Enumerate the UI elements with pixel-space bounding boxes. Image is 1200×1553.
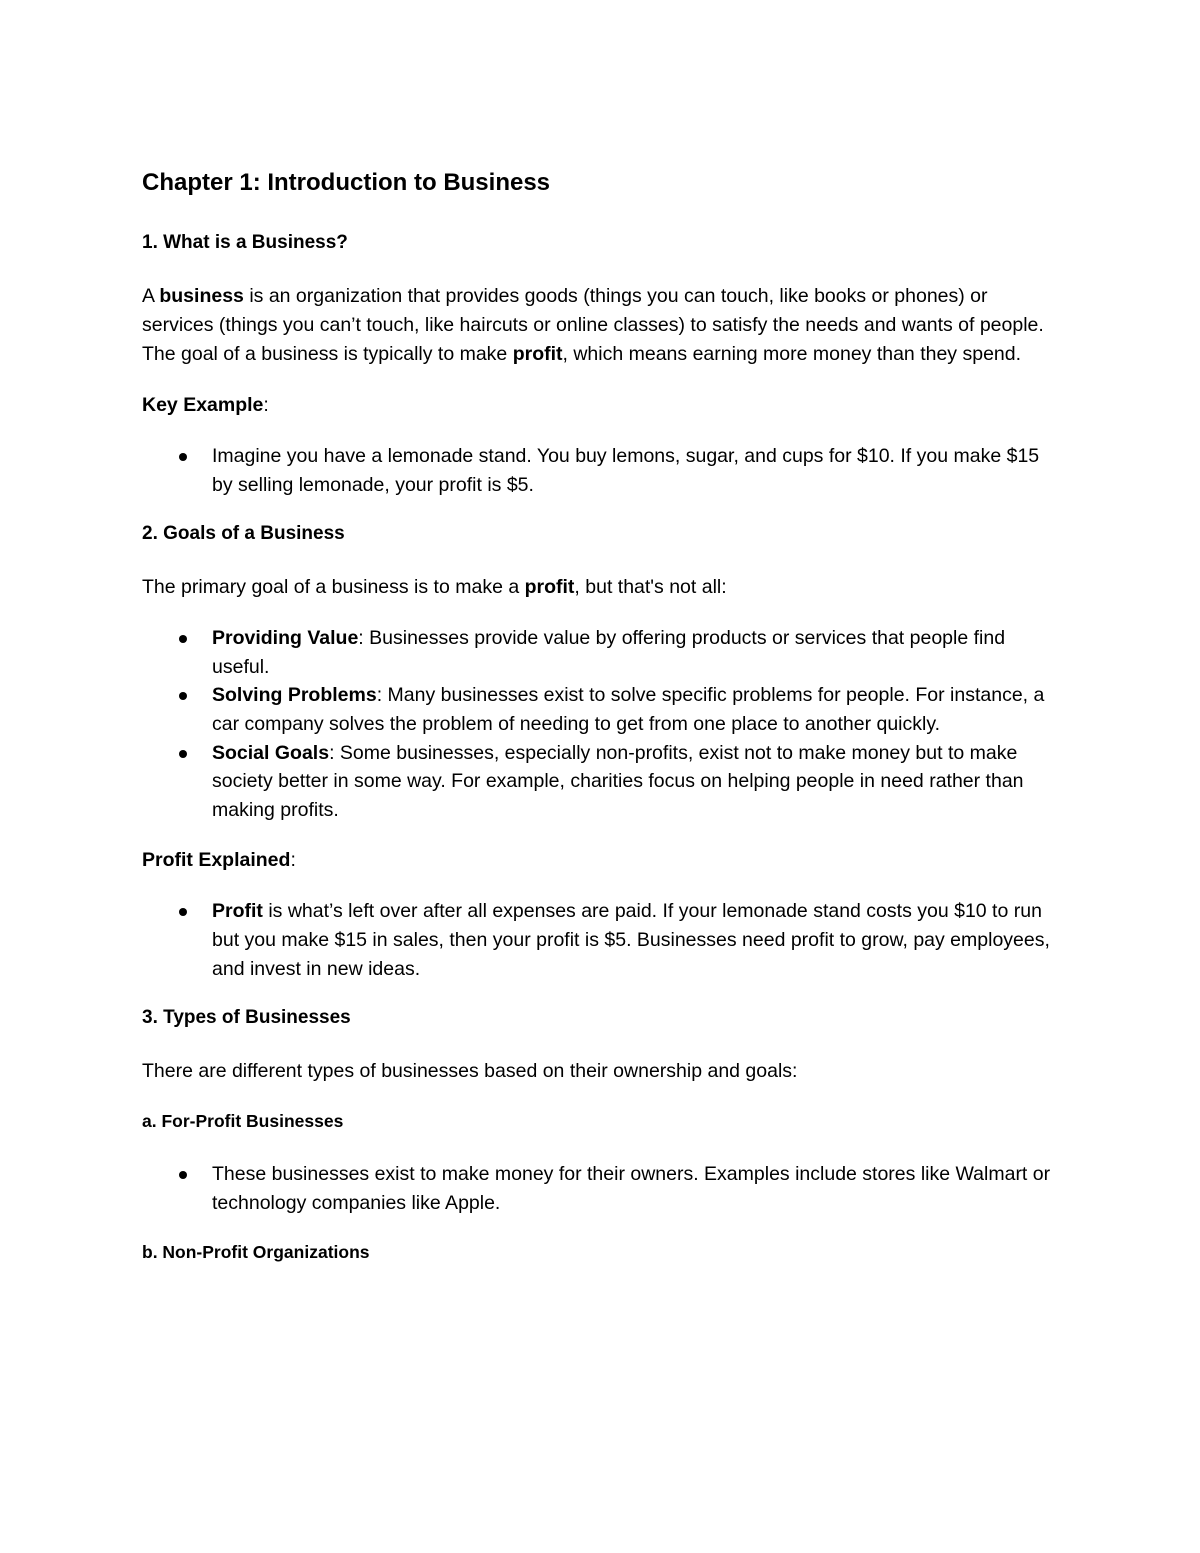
profit-explained-term: Profit Explained	[142, 849, 291, 872]
list-item	[142, 681, 1062, 738]
goal-term: Social Goals	[212, 741, 330, 764]
profit-explained-list	[142, 897, 1062, 983]
bullet-icon	[179, 1171, 187, 1179]
text-run: A	[142, 285, 160, 307]
text-run: , which means earning more money than they spend.	[562, 343, 1022, 365]
list-item	[142, 897, 1062, 983]
goal-text: : Some businesses, especially non-profits, exist not to make money but to make society better in some way. For example, charities focus on helping people in need rather than making profits.	[212, 741, 1024, 821]
goal-text: : Businesses provide value by offering products or services that people find useful.	[212, 627, 1006, 678]
business-definition-paragraph	[142, 282, 1062, 369]
profit-explained-label	[142, 846, 1062, 875]
term-business: business	[159, 285, 244, 307]
section-heading-types: 3. Types of Businesses	[142, 1007, 351, 1029]
term-profit: profit	[524, 576, 575, 599]
profit-term: Profit	[212, 900, 263, 923]
list-item	[142, 442, 1062, 499]
types-intro-paragraph: There are different types of businesses based on their ownership and goals:	[142, 1060, 798, 1083]
list-item-text: Imagine you have a lemonade stand. You buy lemons, sugar, and cups for $10. If you make $15 by selling lemonade, your profit is $5.	[212, 445, 1040, 496]
list-item	[142, 624, 1062, 681]
list-item	[142, 1160, 1062, 1217]
key-example-term: Key Example	[142, 394, 264, 416]
label-colon: :	[263, 394, 269, 416]
chapter-title: Chapter 1: Introduction to Business	[142, 169, 551, 196]
list-item-text: These businesses exist to make money for their owners. Examples include stores like Walmart or technology companies like Apple.	[212, 1163, 1051, 1214]
bullet-icon	[179, 453, 187, 461]
term-profit: profit	[512, 343, 563, 365]
profit-text: is what’s left over after all expenses are paid. If your lemonade stand costs you $10 to run but you make $15 in sales, then your profit is $5. Businesses need profit to grow, pay employees, and invest in new ideas.	[212, 900, 1050, 980]
goal-term: Providing Value	[212, 627, 359, 650]
list-item	[142, 739, 1062, 825]
text-run: The primary goal of a business is to make a	[142, 576, 525, 599]
goals-list	[142, 624, 1062, 824]
bullet-icon	[179, 908, 187, 916]
subheading-non-profit: b. Non-Profit Organizations	[142, 1242, 370, 1263]
text-run: , but that's not all:	[574, 576, 727, 599]
section-heading-what-is-business: 1. What is a Business?	[142, 232, 348, 253]
label-colon: :	[290, 849, 296, 872]
bullet-icon	[179, 692, 187, 700]
goal-text: : Many businesses exist to solve specific problems for people. For instance, a car company solves the problem of needing to get from one place to another quickly.	[212, 684, 1045, 735]
document-page	[142, 168, 1062, 1291]
bullet-icon	[179, 635, 187, 643]
for-profit-list	[142, 1160, 1062, 1217]
bullet-icon	[179, 750, 187, 758]
subheading-for-profit: a. For-Profit Businesses	[142, 1111, 344, 1132]
goals-intro-paragraph	[142, 573, 1062, 602]
key-example-list	[142, 442, 1062, 499]
key-example-label	[142, 391, 1062, 420]
section-heading-goals: 2. Goals of a Business	[142, 523, 345, 545]
text-run: is an organization that provides goods (things you can touch, like books or phones) or services (things you can’t touch, like haircuts or online classes) to satisfy the needs and wants of people. The goal of a business is typically to make	[142, 285, 1044, 365]
goal-term: Solving Problems	[212, 684, 377, 707]
